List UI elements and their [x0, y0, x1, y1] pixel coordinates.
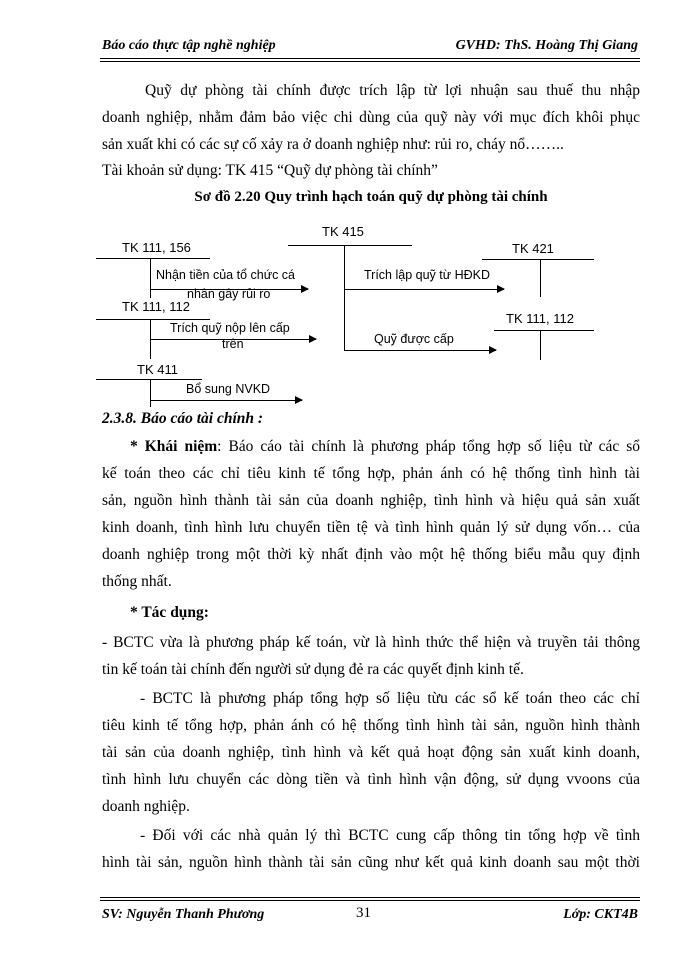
- tk111-112-right-top-line: [494, 330, 594, 331]
- arrow-supplement: [150, 400, 302, 401]
- tk111-112-right-stem: [540, 330, 541, 360]
- section-heading: 2.3.8. Báo cáo tài chính :: [102, 410, 264, 427]
- entry-receive-line1: Nhận tiền của tổ chức cá: [156, 268, 296, 282]
- effect-line-2: tin kế toán tài chính đến người sử dụng đẻ ra các quyết định kinh tế.: [102, 661, 524, 678]
- effect-line-8: - Đối với các nhà quản lý thì BCTC cung cấp thông tin tổng hợp về tình: [140, 827, 640, 844]
- account-tk411: TK 411: [137, 362, 178, 377]
- effect-line-4: tiêu kinh tế tổng hợp, phản ánh có hệ thống tình hình tài sản, nguồn hình thành: [102, 717, 640, 734]
- concept-line-1-text: : Báo cáo tài chính là phương pháp tổng hợp số liệu từ các sổ: [217, 438, 640, 455]
- concept-line-3: sản, nguồn hình thành tài sản của doanh nghiệp, tình hình và hiệu quả sản xuất: [102, 492, 640, 509]
- tk411-stem: [150, 379, 151, 407]
- intro-line-2: doanh nghiệp, nhằm đảm bảo việc chi dùng của quỹ này với mục đích khôi phục: [102, 109, 640, 126]
- entry-granted: Quỹ được cấp: [374, 332, 454, 346]
- account-tk111-112-right: TK 111, 112: [506, 311, 574, 326]
- concept-line-6: thống nhất.: [102, 573, 172, 590]
- concept-line-5: doanh nghiệp trong một thời kỳ nhất định vào một hệ thống biểu mẫu quy định: [102, 546, 640, 563]
- page-number: 31: [356, 905, 371, 921]
- intro-line-3: sản xuất khi có các sự cố xảy ra ở doanh nghiệp như: rủi ro, cháy nổ……..: [102, 136, 564, 153]
- tk111-156-top-line: [96, 258, 210, 259]
- account-tk415: TK 415: [322, 224, 364, 239]
- header-left: Báo cáo thực tập nghề nghiệp: [102, 38, 276, 53]
- effect-line-5: tài sản của doanh nghiệp, tình hình và kết quả hoạt động sản xuất kinh doanh,: [102, 744, 640, 761]
- entry-pay-up-line2: trên: [222, 337, 244, 351]
- arrow-appropriate: [344, 289, 504, 290]
- effect-line-1: - BCTC vừa là phương pháp kế toán, vừ là hình thức thể hiện và truyền tải thông: [102, 634, 640, 651]
- concept-line-2: kế toán theo các chỉ tiêu kinh tế tổng hợp, phản ánh có hệ thống tình hình tài: [102, 465, 640, 482]
- entry-appropriate: Trích lập quỹ từ HĐKD: [364, 268, 490, 282]
- tk411-top-line: [96, 379, 202, 380]
- entry-supplement: Bổ sung NVKD: [186, 382, 271, 396]
- tk111-112-left-top-line: [96, 319, 210, 320]
- diagram-title: Sơ đồ 2.20 Quy trình hạch toán quỹ dự phòng tài chính: [194, 189, 548, 205]
- footer-rule: [100, 897, 640, 901]
- effect-line-6: tình hình lưu chuyển các dòng tiền và tình hình vận động, sử dụng vvoons của: [102, 771, 640, 788]
- tk415-stem: [344, 245, 345, 350]
- header-right: GVHD: ThS. Hoàng Thị Giang: [455, 38, 638, 53]
- entry-receive-line2: nhân gây rủi ro: [187, 287, 271, 301]
- tk415-top-line: [288, 245, 412, 246]
- effect-label: * Tác dụng:: [130, 604, 209, 621]
- intro-line-1: Quỹ dự phòng tài chính được trích lập từ lợi nhuận sau thuế thu nhập: [145, 82, 640, 99]
- effect-line-3: - BCTC là phương pháp tổng hợp số liệu từu các sổ kế toán theo các chỉ: [140, 690, 640, 707]
- footer-right: Lớp: CKT4B: [563, 907, 638, 922]
- entry-pay-up-line1: Trích quỹ nộp lên cấp: [170, 321, 290, 335]
- footer-left: SV: Nguyễn Thanh Phương: [102, 907, 265, 922]
- arrow-granted: [344, 350, 496, 351]
- account-tk111-112-left: TK 111, 112: [122, 299, 190, 314]
- account-tk421: TK 421: [512, 241, 554, 256]
- effect-line-7: doanh nghiệp.: [102, 798, 190, 815]
- effect-line-9: hình tài sản, nguồn hình thành tài sản cũng như kết quả kinh doanh sau một thời: [102, 854, 640, 871]
- concept-label: * Khái niệm: [130, 438, 218, 455]
- concept-line-1: [130, 438, 640, 456]
- tk111-156-stem: [150, 258, 151, 298]
- intro-line-4: Tài khoản sử dụng: TK 415 “Quỹ dự phòng tài chính”: [102, 162, 438, 179]
- concept-line-4: kinh doanh, tình hình lưu chuyển tiền tệ và tình hình quản lý sử dụng vốn… của: [102, 519, 640, 536]
- header-rule: [100, 58, 640, 62]
- account-tk111-156: TK 111, 156: [122, 240, 191, 255]
- tk421-stem: [540, 259, 541, 297]
- tk421-top-line: [482, 259, 594, 260]
